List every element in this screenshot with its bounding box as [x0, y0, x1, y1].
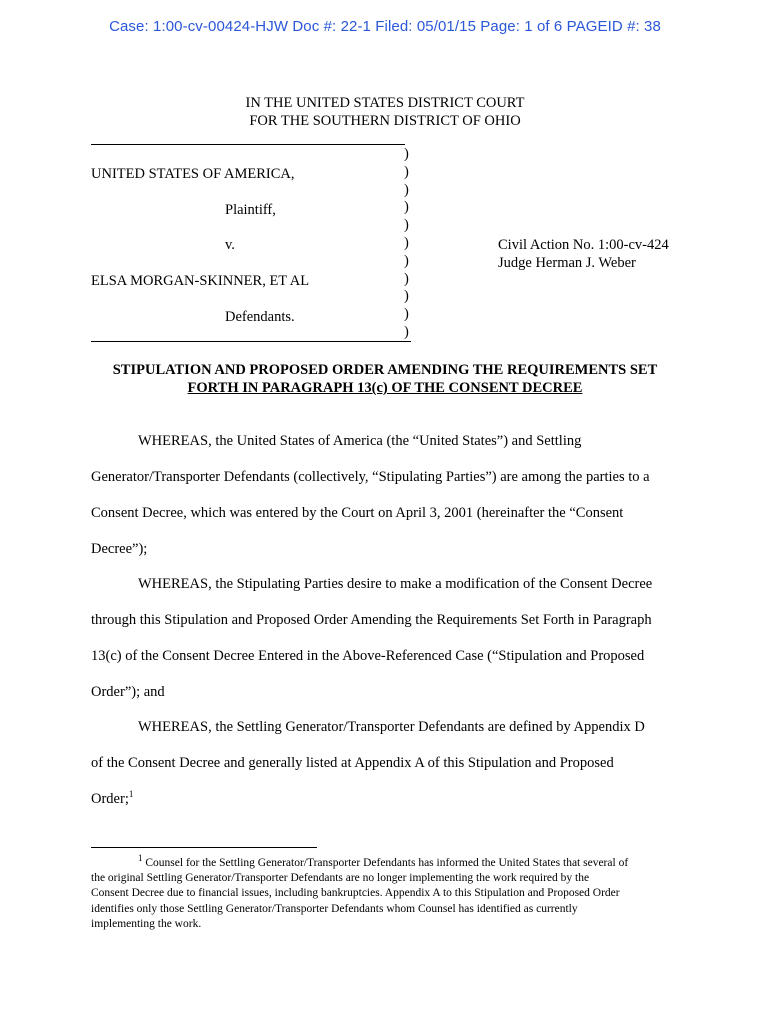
caption-paren-column	[404, 146, 409, 342]
caption-paren: )	[404, 163, 409, 180]
plaintiff-role: Plaintiff,	[225, 202, 276, 218]
caption-paren: )	[404, 146, 409, 162]
footnote-line: implementing the work.	[91, 917, 202, 930]
body-line: through this Stipulation and Proposed Order Amending the Requirements Set Forth in Paragraph	[91, 612, 652, 628]
caption-paren: )	[404, 234, 409, 251]
body-line: Consent Decree, which was entered by the Court on April 3, 2001 (hereinafter the “Consent	[91, 505, 624, 521]
body-line: Generator/Transporter Defendants (collectively, “Stipulating Parties”) are among the parties to a	[91, 469, 650, 485]
judge-name: Judge Herman J. Weber	[498, 255, 636, 271]
title-line-2: FORTH IN PARAGRAPH 13(c) OF THE CONSENT DECREE	[187, 380, 583, 396]
body-line: of the Consent Decree and generally listed at Appendix A of this Stipulation and Proposed	[91, 755, 614, 771]
footnote-line: the original Settling Generator/Transporter Defendants are no longer implementing the work required by the	[91, 872, 590, 885]
caption-paren: )	[404, 270, 409, 287]
document-title	[0, 361, 770, 397]
plaintiff-name: UNITED STATES OF AMERICA,	[91, 166, 295, 182]
defendant-name: ELSA MORGAN-SKINNER, ET AL	[91, 273, 310, 289]
title-line-1: STIPULATION AND PROPOSED ORDER AMENDING THE REQUIREMENTS SET	[112, 362, 658, 378]
case-info	[498, 236, 669, 272]
court-line-1: IN THE UNITED STATES DISTRICT COURT	[245, 95, 525, 111]
caption-bottom-rule	[91, 341, 411, 342]
body-line: WHEREAS, the Settling Generator/Transporter Defendants are defined by Appendix D	[138, 719, 645, 735]
defendant-role: Defendants.	[225, 309, 295, 325]
footnote-line	[91, 853, 683, 871]
footnote	[91, 853, 683, 932]
case-header-stamp: Case: 1:00-cv-00424-HJW Doc #: 22-1 Filed: 05/01/15 Page: 1 of 6 PAGEID #: 38	[109, 18, 661, 35]
caption-top-rule	[91, 144, 405, 145]
footnote-line: identifies only those Settling Generator/Transporter Defendants whom Counsel has identified as currently	[91, 902, 578, 915]
body-line-text: Order;	[91, 791, 129, 807]
caption-paren: )	[404, 181, 409, 198]
versus: v.	[225, 237, 235, 253]
footnote-marker: 1	[138, 853, 143, 864]
footnote-line: Consent Decree due to financial issues, including bankruptcies. Appendix A to this Stipulation and Proposed Order	[91, 887, 620, 900]
body-line	[91, 791, 133, 808]
body-line: WHEREAS, the United States of America (the “United States”) and Settling	[138, 433, 582, 449]
caption-paren: )	[404, 288, 409, 305]
body-line: Order”); and	[91, 684, 165, 700]
caption-paren: )	[404, 252, 409, 269]
footnote-reference[interactable]: 1	[128, 789, 134, 800]
caption-paren: )	[404, 306, 409, 323]
court-heading	[0, 94, 770, 130]
caption-paren: )	[404, 323, 409, 340]
civil-action-number: Civil Action No. 1:00-cv-424	[498, 237, 669, 253]
footnote-text: Counsel for the Settling Generator/Transporter Defendants has informed the United States that several of	[142, 857, 629, 869]
body-line: WHEREAS, the Stipulating Parties desire to make a modification of the Consent Decree	[138, 576, 653, 592]
caption-paren: )	[404, 199, 409, 216]
caption-paren: )	[404, 217, 409, 234]
body-line: Decree”);	[91, 541, 148, 557]
footnote-separator	[91, 847, 317, 848]
court-line-2: FOR THE SOUTHERN DISTRICT OF OHIO	[249, 113, 521, 129]
body-line: 13(c) of the Consent Decree Entered in the Above-Referenced Case (“Stipulation and Proposed	[91, 648, 645, 664]
